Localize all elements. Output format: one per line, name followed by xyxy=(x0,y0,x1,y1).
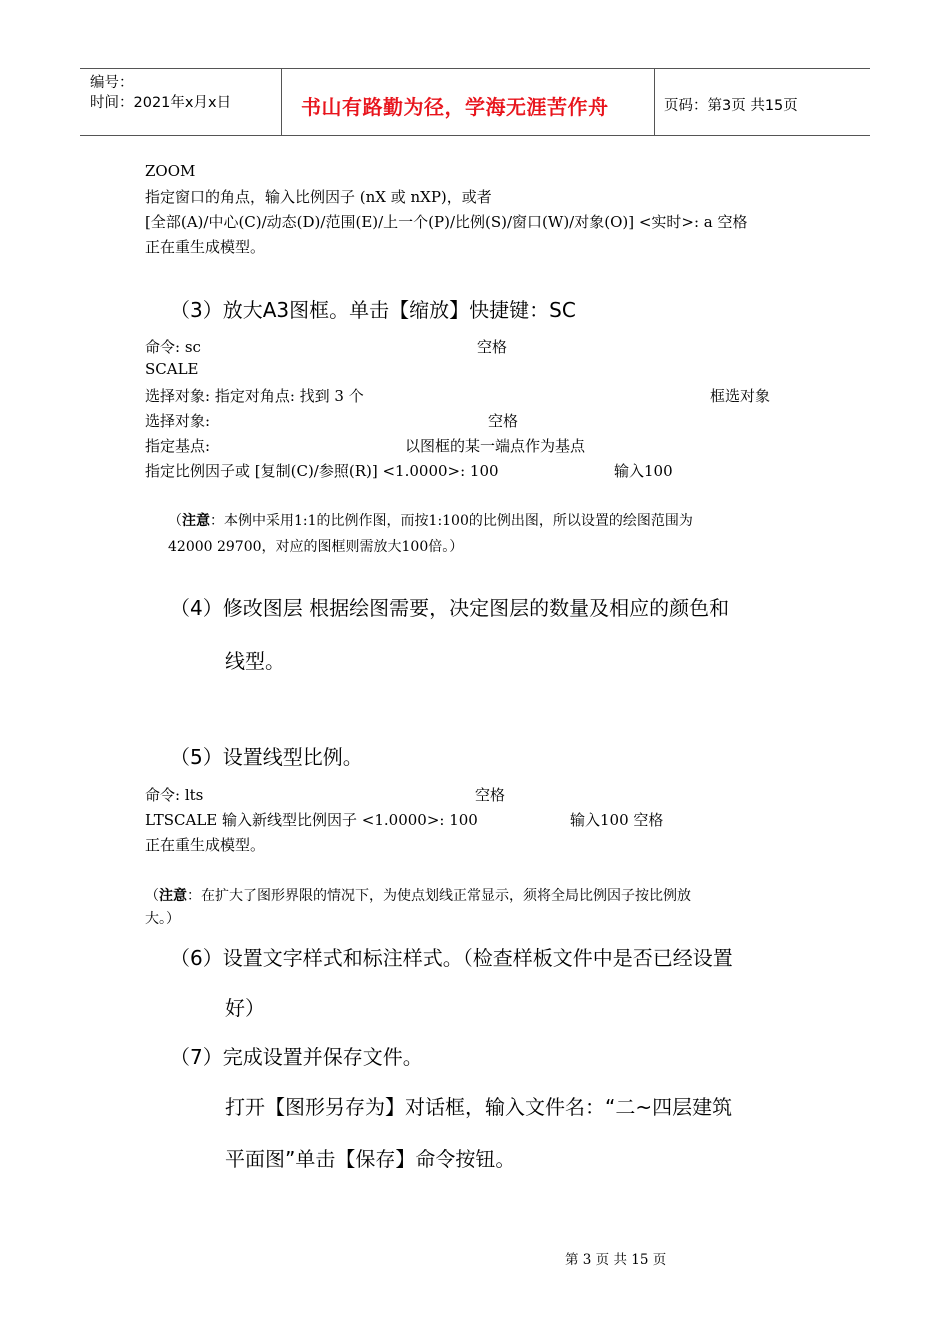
step-7-line-2: 打开【图形另存为】对话框，输入文件名：“二~四层建筑 xyxy=(225,1095,733,1119)
step-5-note-line-2: 大。） xyxy=(145,911,180,927)
step-4-line-1: （4）修改图层 根据绘图需要，决定图层的数量及相应的颜色和 xyxy=(170,596,730,620)
step-3-row-4-right: 空格 xyxy=(488,412,519,430)
step-3-row-5-right: 以图框的某一端点作为基点 xyxy=(405,437,586,455)
step-3-row-2-left: SCALE xyxy=(145,360,199,378)
header-bottom-rule xyxy=(80,135,870,136)
step-7-line-3: 平面图”单击【保存】命令按钮。 xyxy=(225,1147,516,1171)
header-divider-left xyxy=(281,68,282,136)
header-motto: 书山有路勤为径，学海无涯苦作舟 xyxy=(301,95,609,119)
step-4-line-2: 线型。 xyxy=(225,649,285,673)
zoom-line-3: [全部(A)/中心(C)/动态(D)/范围(E)/上一个(P)/比例(S)/窗口(W)/对象(O)] <实时>: a 空格 xyxy=(145,213,748,231)
step-5-row-2-right: 输入100 空格 xyxy=(570,811,664,829)
step-7-line-1: （7）完成设置并保存文件。 xyxy=(170,1045,423,1069)
step-3-row-5-left: 指定基点: xyxy=(145,437,211,455)
step-3-row-3-left: 选择对象: 指定对角点: 找到 3 个 xyxy=(145,387,364,405)
step-6-line-1: （6）设置文字样式和标注样式。（检查样板文件中是否已经设置 xyxy=(170,946,733,970)
header-divider-right xyxy=(654,68,655,136)
step-3-note-line-2: 42000 29700，对应的图框则需放大100倍。） xyxy=(168,539,464,555)
step-3-row-6-right: 输入100 xyxy=(614,462,673,480)
step-5-row-1-left: 命令: lts xyxy=(145,786,204,804)
zoom-line-4: 正在重生成模型。 xyxy=(145,238,266,256)
step-5-row-1-right: 空格 xyxy=(475,786,506,804)
zoom-line-2: 指定窗口的角点，输入比例因子 (nX 或 nXP)，或者 xyxy=(145,188,492,206)
step-5-row-2-left: LTSCALE 输入新线型比例因子 <1.0000>: 100 xyxy=(145,811,478,829)
step-5-row-3-left: 正在重生成模型。 xyxy=(145,836,266,854)
step-3-row-6-left: 指定比例因子或 [复制(C)/参照(R)] <1.0000>: 100 xyxy=(145,462,499,480)
footer-page-number: 第 3 页 共 15 页 xyxy=(565,1252,667,1268)
step-5-note-line-1: （注意：在扩大了图形界限的情况下，为使点划线正常显示，须将全局比例因子按比例放 xyxy=(145,888,691,904)
step-3-row-1-right: 空格 xyxy=(477,338,508,356)
zoom-line-1: ZOOM xyxy=(145,162,196,180)
header-number: 编号： xyxy=(90,75,134,91)
header-time: 时间：2021年x月x日 xyxy=(90,95,232,111)
step-3-note-line-1: （注意：本例中采用1:1的比例作图，而按1:100的比例出图，所以设置的绘图范围为 xyxy=(168,513,693,529)
step-3-row-4-left: 选择对象: xyxy=(145,412,211,430)
step-6-line-2: 好） xyxy=(225,996,265,1020)
header-top-rule xyxy=(80,68,870,69)
step-5-heading: （5）设置线型比例。 xyxy=(170,745,363,769)
step-3-row-3-right: 框选对象 xyxy=(710,387,771,405)
header-page-info: 页码：第3页 共15页 xyxy=(664,98,798,114)
step-3-heading: （3）放大A3图框。单击【缩放】快捷键：SC xyxy=(170,298,576,322)
step-3-row-1-left: 命令: sc xyxy=(145,338,201,356)
